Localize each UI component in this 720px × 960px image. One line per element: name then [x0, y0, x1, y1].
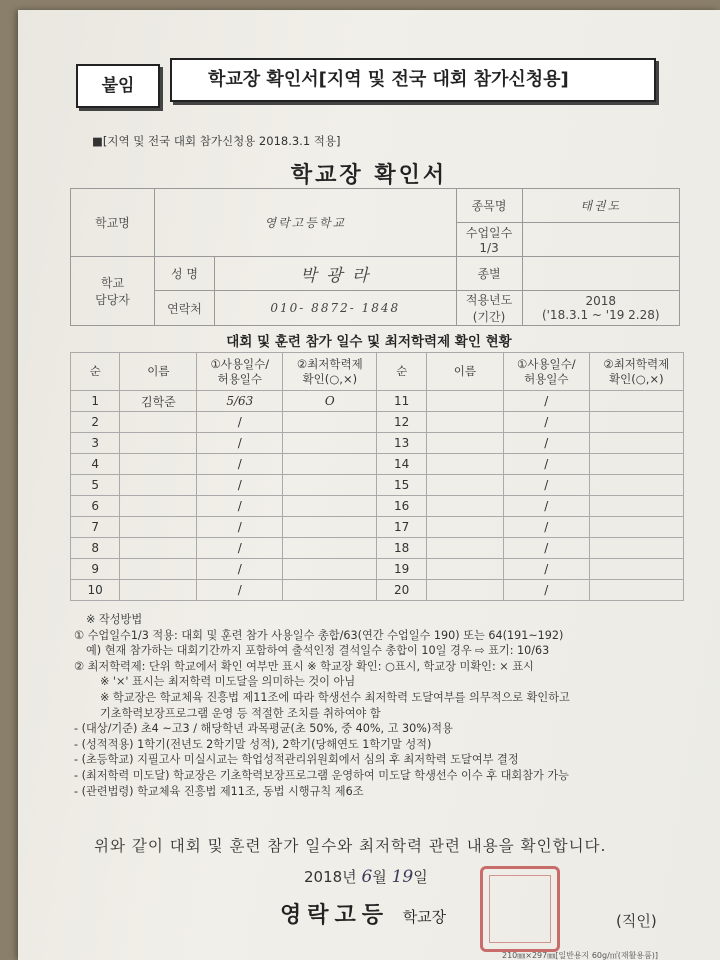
- row-name: [426, 580, 503, 601]
- row-name: [120, 412, 197, 433]
- date-month: 6: [361, 867, 373, 887]
- date-year: 2018년: [304, 868, 357, 886]
- row-num: 7: [71, 517, 120, 538]
- school-value: 영락고등학교: [155, 189, 457, 257]
- status-table: [70, 352, 684, 601]
- row-min-academic: [283, 538, 377, 559]
- manager-label-line2: 담당자: [95, 293, 130, 307]
- row-used-days: /: [197, 412, 283, 433]
- row-used-days: 5/63: [197, 391, 283, 412]
- row-name: [120, 475, 197, 496]
- col-check-line1: ②최저학력제: [296, 356, 363, 371]
- row-name: [426, 496, 503, 517]
- manager-label: [71, 257, 155, 326]
- school-principal-signature: [280, 898, 446, 929]
- instruction-line: - (초등학교) 지필고사 미실시교는 학업성적관리위원회에서 심의 후 최저학력 도달여부 결정: [74, 753, 519, 767]
- instruction-line: ① 수업일수1/3 적용: 대회 및 훈련 참가 사용일수 총합/63(연간 수업일수 190) 또는 64(191~192): [74, 628, 564, 642]
- category-value: [522, 257, 679, 291]
- col-check-line2: 확인(○,×): [302, 371, 358, 386]
- row-name: [120, 517, 197, 538]
- row-min-academic: [283, 433, 377, 454]
- row-num: 18: [377, 538, 426, 559]
- row-used-days: /: [197, 559, 283, 580]
- row-min-academic: [283, 580, 377, 601]
- event-label: 종목명: [456, 189, 522, 223]
- instruction-line: ※ 학교장은 학교체육 진흥법 제11조에 따라 학생선수 최저학력 도달여부를 의무적으로 확인하고: [100, 690, 570, 704]
- contact-label: 연락처: [155, 291, 215, 326]
- table-row: [71, 559, 684, 580]
- col-name-2: 이름: [426, 353, 503, 391]
- row-min-academic: [589, 517, 683, 538]
- row-min-academic: [589, 475, 683, 496]
- row-name: [426, 454, 503, 475]
- row-num: 9: [71, 559, 120, 580]
- official-seal-icon: [480, 866, 560, 952]
- instruction-line: 예) 현재 참가하는 대회기간까지 포함하여 출석인정 결석일수 총합이 10일 경우 ⇨ 표기: 10/63: [86, 644, 550, 658]
- row-min-academic: [283, 475, 377, 496]
- document-date: [304, 866, 428, 887]
- table-row: [71, 454, 684, 475]
- col-used-2-line1: ①사용일수/: [516, 356, 576, 371]
- row-name: [426, 517, 503, 538]
- row-used-days: /: [503, 580, 589, 601]
- row-used-days: /: [503, 517, 589, 538]
- row-num: 16: [377, 496, 426, 517]
- col-num-2: 순: [377, 353, 426, 391]
- col-used-line2: 허용일수: [217, 371, 263, 386]
- attachment-badge: 붙임: [76, 64, 160, 108]
- school-sign-role: 학교장: [402, 908, 447, 926]
- row-min-academic: [589, 538, 683, 559]
- row-min-academic: [283, 559, 377, 580]
- row-min-academic: [283, 496, 377, 517]
- row-min-academic: [589, 559, 683, 580]
- applied-note: ■[지역 및 전국 대회 참가신청용 2018.3.1 적용]: [92, 134, 341, 148]
- class-days-label-line1: 수업일수: [465, 226, 513, 240]
- date-day-unit: 일: [413, 868, 428, 886]
- manager-label-line1: 학교: [100, 276, 125, 290]
- row-name: [120, 580, 197, 601]
- class-days-label: [456, 223, 522, 257]
- row-num: 19: [377, 559, 426, 580]
- status-table-body: [71, 391, 684, 601]
- row-used-days: /: [503, 454, 589, 475]
- event-value: 태권도: [522, 189, 679, 223]
- table-row: [71, 580, 684, 601]
- date-day: 19: [391, 867, 414, 887]
- row-used-days: /: [503, 496, 589, 517]
- col-check-2: [589, 353, 683, 391]
- instruction-line: - (성적적용) 1학기(전년도 2학기말 성적), 2학기(당해연도 1학기말 성적): [74, 737, 432, 751]
- table-row: [71, 475, 684, 496]
- table-row: [71, 538, 684, 559]
- row-num: 8: [71, 538, 120, 559]
- row-num: 2: [71, 412, 120, 433]
- row-min-academic: [589, 391, 683, 412]
- row-used-days: /: [503, 412, 589, 433]
- row-num: 10: [71, 580, 120, 601]
- document-header-title: 학교장 확인서[지역 및 전국 대회 참가신청용]: [170, 58, 656, 102]
- writing-instructions: [74, 612, 714, 799]
- row-used-days: /: [197, 454, 283, 475]
- year-label-line1: 적용년도: [465, 293, 513, 307]
- row-num: 3: [71, 433, 120, 454]
- name-value: 박 광 라: [215, 257, 457, 291]
- row-min-academic: [589, 454, 683, 475]
- school-label: 학교명: [71, 189, 155, 257]
- document-header: [76, 58, 716, 118]
- row-name: [120, 496, 197, 517]
- row-name: [426, 538, 503, 559]
- row-name: [426, 412, 503, 433]
- row-num: 15: [377, 475, 426, 496]
- contact-value: 010- 8872- 1848: [215, 291, 457, 326]
- class-days-value: [522, 223, 679, 257]
- row-used-days: /: [503, 433, 589, 454]
- row-name: 김학준: [120, 391, 197, 412]
- table-row: [71, 517, 684, 538]
- col-check-2-line1: ②최저학력제: [603, 356, 670, 371]
- date-month-unit: 월: [372, 868, 387, 886]
- row-used-days: /: [503, 475, 589, 496]
- row-min-academic: [589, 412, 683, 433]
- row-used-days: /: [197, 538, 283, 559]
- row-min-academic: [283, 517, 377, 538]
- stamp-mark: (직인): [616, 912, 657, 930]
- page-title: 학교장 확인서: [290, 163, 448, 188]
- row-num: 17: [377, 517, 426, 538]
- row-name: [120, 433, 197, 454]
- confirmation-text: 위와 같이 대회 및 훈련 참가 일수와 최저학력 관련 내용을 확인합니다.: [94, 837, 607, 855]
- row-min-academic: [589, 433, 683, 454]
- row-name: [120, 559, 197, 580]
- row-num: 20: [377, 580, 426, 601]
- row-name: [426, 391, 503, 412]
- row-name: [120, 454, 197, 475]
- table-row: [71, 391, 684, 412]
- col-used-2-line2: 허용일수: [524, 371, 569, 386]
- row-used-days: /: [197, 496, 283, 517]
- school-sign-name: 영락고등: [280, 902, 390, 928]
- year-value: 2018: [585, 294, 617, 308]
- category-label: 종별: [456, 257, 522, 291]
- year-label-line2: (기간): [472, 310, 506, 324]
- instruction-line: - (최저학력 미도달) 학교장은 기초학력보장프로그램 운영하여 미도달 학생선수 이수 후 대회참가 가능: [74, 768, 569, 782]
- row-num: 14: [377, 454, 426, 475]
- row-num: 4: [71, 454, 120, 475]
- row-name: [426, 559, 503, 580]
- instruction-line: 기초학력보장프로그램 운영 등 적절한 조치를 취하여야 함: [100, 706, 381, 720]
- instruction-line: - (대상/기준) 초4 ~고3 / 해당학년 과목평균(초 50%, 중 40%, 고 30%)적용: [74, 722, 453, 736]
- table-row: [71, 412, 684, 433]
- row-used-days: /: [197, 580, 283, 601]
- row-num: 5: [71, 475, 120, 496]
- col-num: 순: [71, 353, 120, 391]
- row-used-days: /: [503, 559, 589, 580]
- document-page: [18, 10, 720, 960]
- class-days-label-line2: 1/3: [479, 241, 499, 255]
- col-used-2: [503, 353, 589, 391]
- info-table: [70, 188, 680, 326]
- period-value: ('18.3.1 ~ '19 2.28): [541, 308, 660, 322]
- instruction-line: ② 최저학력제: 단위 학교에서 확인 여부만 표시 ※ 학교장 확인: ○표시, 학교장 미확인: × 표시: [74, 659, 534, 673]
- row-min-academic: [283, 454, 377, 475]
- table-row: [71, 433, 684, 454]
- section-title: 대회 및 훈련 참가 일수 및 최저학력제 확인 현황: [226, 334, 512, 350]
- col-name: 이름: [120, 353, 197, 391]
- col-check-2-line2: 확인(○,×): [609, 371, 664, 386]
- row-num: 13: [377, 433, 426, 454]
- instruction-line: - (관련법령) 학교체육 진흥법 제11조, 동법 시행규칙 제6조: [74, 784, 364, 798]
- row-min-academic: O: [283, 391, 377, 412]
- col-check: [283, 353, 377, 391]
- row-min-academic: [589, 580, 683, 601]
- name-label: 성 명: [155, 257, 215, 291]
- row-used-days: /: [503, 391, 589, 412]
- table-row: [71, 496, 684, 517]
- row-num: 1: [71, 391, 120, 412]
- row-min-academic: [283, 412, 377, 433]
- row-name: [426, 475, 503, 496]
- year-label: [456, 291, 522, 326]
- col-used: [197, 353, 283, 391]
- col-used-line1: ①사용일수/: [210, 356, 270, 371]
- instruction-line: ※ 작성방법: [86, 613, 143, 626]
- row-num: 12: [377, 412, 426, 433]
- instruction-line: ※ '×' 표시는 최저학력 미도달을 의미하는 것이 아님: [100, 675, 356, 689]
- row-num: 6: [71, 496, 120, 517]
- row-used-days: /: [197, 517, 283, 538]
- row-name: [120, 538, 197, 559]
- paper-size-note: 210㎜×297㎜[일반용지 60g/㎡(재활용품)]: [502, 951, 659, 960]
- year-value-cell: [522, 291, 679, 326]
- row-used-days: /: [197, 475, 283, 496]
- row-min-academic: [589, 496, 683, 517]
- row-used-days: /: [503, 538, 589, 559]
- row-name: [426, 433, 503, 454]
- row-used-days: /: [197, 433, 283, 454]
- row-num: 11: [377, 391, 426, 412]
